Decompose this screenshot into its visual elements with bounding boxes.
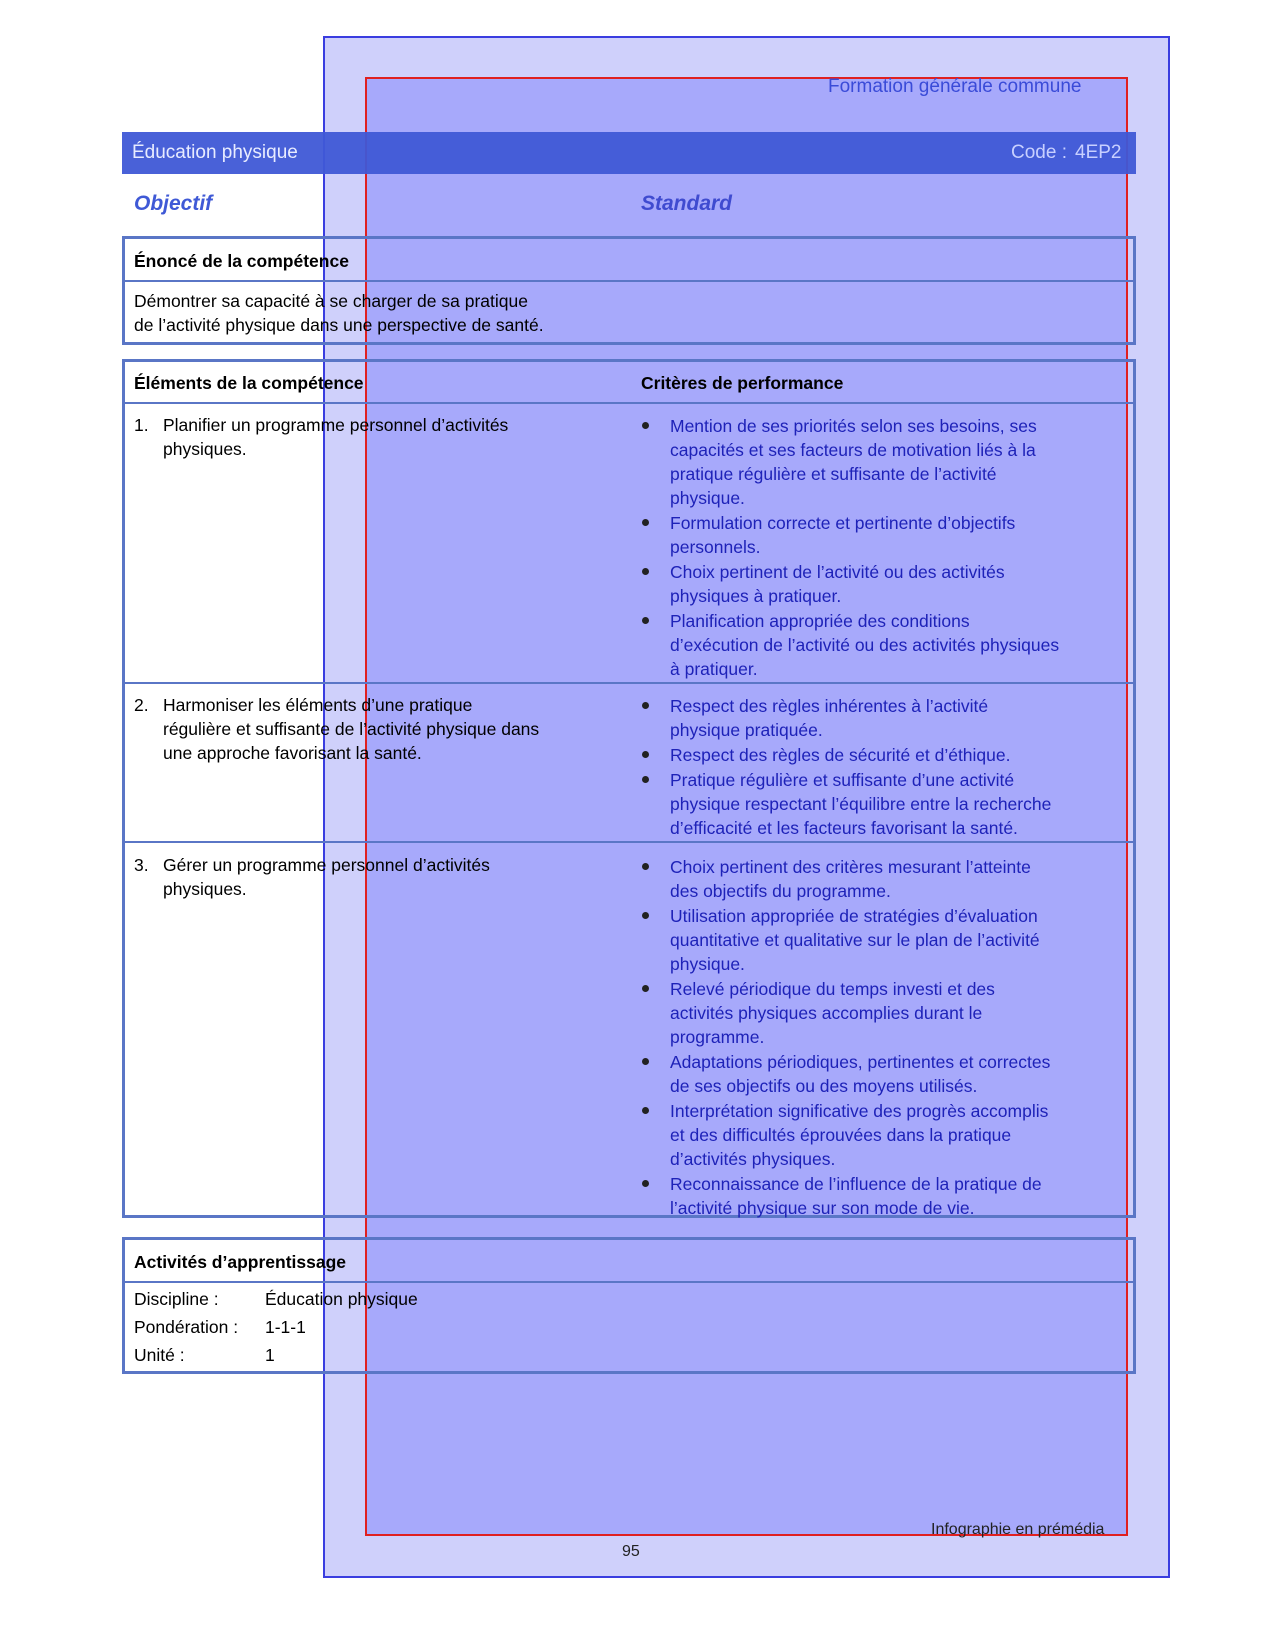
bullet xyxy=(642,985,649,992)
criterion-1-4-l1: Planification appropriée des conditions xyxy=(670,611,970,631)
bullet xyxy=(642,912,649,919)
criterion-1-3-l2: physiques à pratiquer. xyxy=(670,586,842,606)
criterion-1-2-l1: Formulation correcte et pertinente d’objectifs xyxy=(670,513,1016,533)
element-2-line-1: Harmoniser les éléments d’une pratique xyxy=(163,695,473,715)
criterion-2-1-l1: Respect des règles inhérentes à l’activité xyxy=(670,696,989,716)
bullet xyxy=(642,863,649,870)
bullet xyxy=(642,568,649,575)
objectif-label: Objectif xyxy=(134,192,213,215)
elements-divider-2 xyxy=(124,841,1134,843)
criterion-3-5-l2: et des difficultés éprouvées dans la pratique xyxy=(670,1125,1012,1145)
criterion-3-2-l2: quantitative et qualitative sur le plan de l’activité xyxy=(670,930,1040,950)
ponderation-label: Pondération : xyxy=(134,1317,239,1337)
criterion-3-6-l2: l’activité physique sur son mode de vie. xyxy=(670,1198,975,1218)
element-1-line-2: physiques. xyxy=(163,439,247,459)
bullet xyxy=(642,1058,649,1065)
criterion-1-1-l1: Mention de ses priorités selon ses besoins, ses xyxy=(670,416,1037,436)
bullet xyxy=(642,776,649,783)
criterion-3-3-l1: Relevé périodique du temps investi et des xyxy=(670,979,995,999)
elements-divider-header xyxy=(124,402,1134,404)
criterion-3-1-l1: Choix pertinent des critères mesurant l’atteinte xyxy=(670,857,1031,877)
criterion-3-5-l1: Interprétation significative des progrès accomplis xyxy=(670,1101,1049,1121)
footer-right-text: Infographie en prémédia xyxy=(931,1521,1105,1538)
element-2-number: 2. xyxy=(134,695,149,715)
criterion-3-4-l1: Adaptations périodiques, pertinentes et correctes xyxy=(670,1052,1051,1072)
page-title: Éducation physique xyxy=(132,142,298,163)
ponderation-value: 1-1-1 xyxy=(265,1317,306,1337)
criterion-3-2-l1: Utilisation appropriée de stratégies d’évaluation xyxy=(670,906,1038,926)
enonce-line-2: de l’activité physique dans une perspective de santé. xyxy=(134,315,544,335)
element-1-line-1: Planifier un programme personnel d’activités xyxy=(163,415,509,435)
element-2-line-3: une approche favorisant la santé. xyxy=(163,743,422,763)
criterion-3-5-l3: d’activités physiques. xyxy=(670,1149,836,1169)
bullet xyxy=(642,519,649,526)
elements-heading: Éléments de la compétence xyxy=(134,373,364,393)
code-label: Code : xyxy=(1011,142,1067,163)
criterion-3-1-l2: des objectifs du programme. xyxy=(670,881,891,901)
elements-divider-1 xyxy=(124,682,1134,684)
criterion-1-2-l2: personnels. xyxy=(670,537,761,557)
standard-label: Standard xyxy=(641,192,733,215)
criterion-1-1-l3: pratique régulière et suffisante de l’activité xyxy=(670,464,997,484)
criterion-1-4-l3: à pratiquer. xyxy=(670,659,758,679)
code-value: 4EP2 xyxy=(1075,142,1122,163)
bullet xyxy=(642,1107,649,1114)
criterion-1-3-l1: Choix pertinent de l’activité ou des activités xyxy=(670,562,1005,582)
activites-heading: Activités d’apprentissage xyxy=(134,1252,347,1272)
criterion-3-6-l1: Reconnaissance de l’influence de la pratique de xyxy=(670,1174,1042,1194)
activites-divider xyxy=(124,1281,1134,1283)
discipline-label: Discipline : xyxy=(134,1289,219,1309)
enonce-heading: Énoncé de la compétence xyxy=(134,251,349,271)
bullet xyxy=(642,751,649,758)
discipline-value: Éducation physique xyxy=(265,1289,418,1309)
top-right-heading: Formation générale commune xyxy=(828,76,1082,97)
page-number: 95 xyxy=(622,1543,640,1560)
bullet xyxy=(642,422,649,429)
criteres-heading: Critères de performance xyxy=(641,373,844,393)
element-1-number: 1. xyxy=(134,415,149,435)
criterion-3-4-l2: de ses objectifs ou des moyens utilisés. xyxy=(670,1076,978,1096)
criterion-3-2-l3: physique. xyxy=(670,954,745,974)
bullet xyxy=(642,702,649,709)
bullet xyxy=(642,1180,649,1187)
criterion-2-2-l1: Respect des règles de sécurité et d’éthique. xyxy=(670,745,1011,765)
criterion-2-1-l2: physique pratiquée. xyxy=(670,720,823,740)
criterion-2-3-l2: physique respectant l’équilibre entre la recherche xyxy=(670,794,1052,814)
criterion-1-1-l4: physique. xyxy=(670,488,745,508)
element-3-number: 3. xyxy=(134,855,149,875)
element-3-line-1: Gérer un programme personnel d’activités xyxy=(163,855,490,875)
criterion-1-4-l2: d’exécution de l’activité ou des activités physiques xyxy=(670,635,1060,655)
element-2-line-2: régulière et suffisante de l’activité physique dans xyxy=(163,719,540,739)
element-3-line-2: physiques. xyxy=(163,879,247,899)
enonce-line-1: Démontrer sa capacité à se charger de sa pratique xyxy=(134,291,528,311)
criterion-3-3-l2: activités physiques accomplies durant le xyxy=(670,1003,983,1023)
unite-label: Unité : xyxy=(134,1345,185,1365)
criterion-2-3-l1: Pratique régulière et suffisante d’une activité xyxy=(670,770,1015,790)
unite-value: 1 xyxy=(265,1345,275,1365)
criterion-2-3-l3: d’efficacité et les facteurs favorisant la santé. xyxy=(670,818,1018,838)
criterion-1-1-l2: capacités et ses facteurs de motivation liés à la xyxy=(670,440,1036,460)
enonce-divider xyxy=(124,280,1134,282)
bullet xyxy=(642,617,649,624)
criterion-3-3-l3: programme. xyxy=(670,1027,765,1047)
